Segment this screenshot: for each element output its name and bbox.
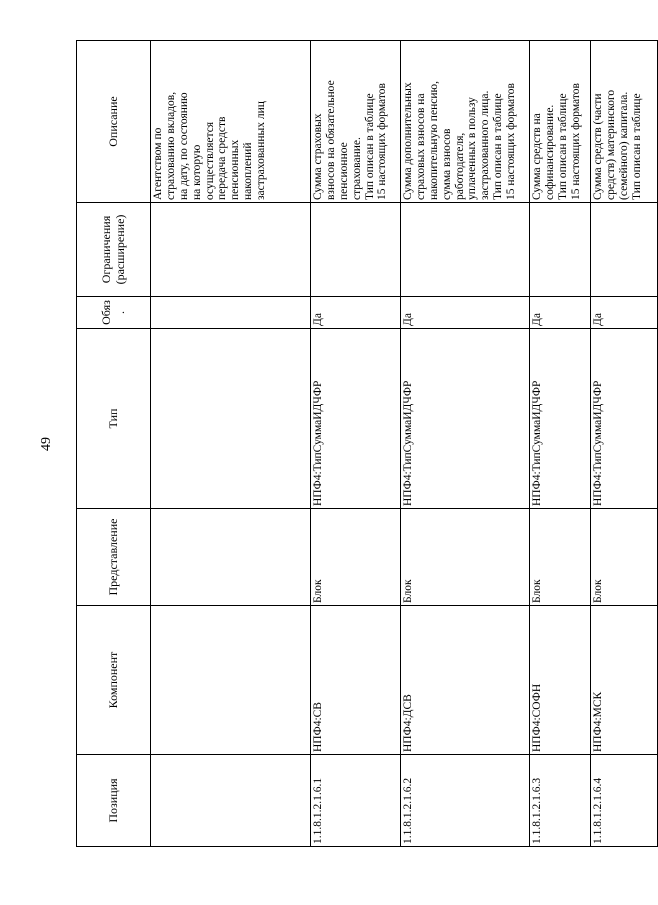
header-position: Позиция (77, 755, 151, 847)
cell-restrictions (311, 203, 401, 297)
cell-description: Сумма дополнительных страховых взносов на накопительную пенсию, сумма взносов работодателя, уплаченных в пользу застрахованного лица. Тип описан в таблице 15 настоящих форматов (401, 41, 530, 203)
cell-description: Сумма страховых взносов на обязательное пенсионное страхование. Тип описан в таблице 15 настоящих форматов (311, 41, 401, 203)
table-header-row (77, 41, 151, 847)
cell-representation: Блок (530, 509, 591, 606)
cell-position: 1.1.8.1.2.1.6.1 (311, 755, 401, 847)
header-required: Обяз. (77, 297, 151, 329)
cell-type: НПФ4:ТипСуммаИДЧФР (401, 329, 530, 509)
table-row (151, 41, 311, 847)
cell-position: 1.1.8.1.2.1.6.2 (401, 755, 530, 847)
cell-component: НПФ4:ДСВ (401, 606, 530, 755)
cell-representation (151, 509, 311, 606)
table-row (311, 41, 401, 847)
page-number: 49 (39, 437, 54, 451)
cell-required: Да (401, 297, 530, 329)
header-description: Описание (77, 41, 151, 203)
cell-component: НПФ4:СОФН (530, 606, 591, 755)
cell-restrictions (151, 203, 311, 297)
cell-position (151, 755, 311, 847)
cell-component: НПФ4:СВ (311, 606, 401, 755)
table-row (401, 41, 530, 847)
cell-restrictions (401, 203, 530, 297)
header-component: Компонент (77, 606, 151, 755)
cell-description: Агентством по страхованию вкладов, на дату, по состоянию на которую осуществляется передача средств пенсионных накоплений застрахованных лиц (151, 41, 311, 203)
cell-position: 1.1.8.1.2.1.6.3 (530, 755, 591, 847)
header-restrictions: Ограничения (расширение) (77, 203, 151, 297)
cell-restrictions (530, 203, 591, 297)
table-row (530, 41, 591, 847)
cell-component (151, 606, 311, 755)
cell-component: НПФ4:МСК (591, 606, 658, 755)
cell-representation: Блок (401, 509, 530, 606)
cell-required: Да (591, 297, 658, 329)
cell-required: Да (311, 297, 401, 329)
rotated-table-container (76, 41, 643, 847)
cell-type (151, 329, 311, 509)
cell-type: НПФ4:ТипСуммаИДЧФР (591, 329, 658, 509)
header-type: Тип (77, 329, 151, 509)
cell-representation: Блок (591, 509, 658, 606)
cell-type: НПФ4:ТипСуммаИДЧФР (311, 329, 401, 509)
cell-description: Сумма средств на софинансирование. Тип описан в таблице 15 настоящих форматов (530, 41, 591, 203)
cell-representation: Блок (311, 509, 401, 606)
components-table (76, 40, 658, 847)
table-row (591, 41, 658, 847)
cell-description: Сумма средств (части средств) материнского (семейного) капитала. Тип описан в таблице (591, 41, 658, 203)
cell-type: НПФ4:ТипСуммаИДЧФР (530, 329, 591, 509)
cell-position: 1.1.8.1.2.1.6.4 (591, 755, 658, 847)
header-representation: Представление (77, 509, 151, 606)
cell-required (151, 297, 311, 329)
cell-required: Да (530, 297, 591, 329)
cell-restrictions (591, 203, 658, 297)
